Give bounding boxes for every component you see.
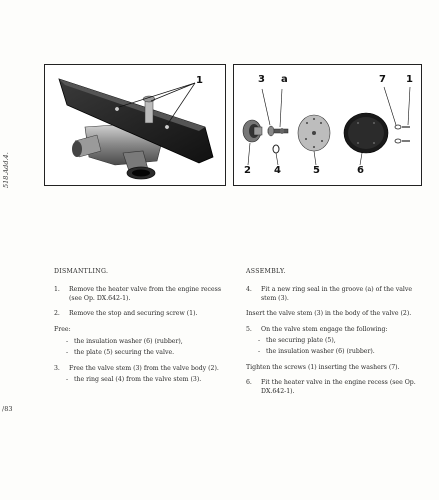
step-2 <box>54 310 229 318</box>
step-number: 3. <box>54 364 60 372</box>
step-text: Remove the stop and securing screw (1). <box>69 310 198 318</box>
assembly-paragraph: Insert the valve stem (3) in the body of the valve (2). <box>246 310 412 318</box>
step-number: 1. <box>54 286 60 294</box>
list-item: - the insulation washer (6) (rubber). <box>258 348 375 356</box>
callout-label: 6 <box>357 165 364 176</box>
free-label: Free: <box>54 325 71 333</box>
step-number: 5. <box>246 325 252 333</box>
list-item: - the plate (5) securing the valve. <box>66 349 175 357</box>
callout-label: 7 <box>379 74 386 85</box>
step-text: Fit a new ring seal in the groove (a) of the valve stem (3). <box>261 286 413 302</box>
callout-label: 1 <box>406 74 413 85</box>
step-number: 2. <box>54 310 60 318</box>
figure-heater-valve-installed <box>44 64 226 186</box>
step-3 <box>54 365 229 373</box>
assembly-section <box>246 268 424 403</box>
callout-label: 1 <box>196 75 203 86</box>
list-item: - the securing plate (5), <box>258 337 336 345</box>
step-text: On the valve stem engage the following: <box>261 325 388 333</box>
callout-label: a <box>281 74 288 85</box>
step-text: Remove the heater valve from the engine recess (see Op. DX.642-1). <box>69 286 222 302</box>
step-text: Free the valve stem (3) from the valve body (2). <box>69 364 219 372</box>
step-number: 4. <box>246 286 252 294</box>
step-6 <box>246 379 424 396</box>
list-item: - the ring seal (4) from the valve stem (3). <box>66 376 202 384</box>
callout-label: 3 <box>258 74 265 85</box>
side-reference: 518.Add.4. <box>2 152 10 188</box>
figure-valve-parts-exploded <box>233 64 422 186</box>
step-number: 6. <box>246 379 252 387</box>
dismantling-heading: DISMANTLING. <box>54 268 109 275</box>
callout-label: 5 <box>313 165 320 176</box>
step-5 <box>246 326 424 334</box>
list-item: - the insulation washer (6) (rubber), <box>66 338 183 346</box>
step-4 <box>246 286 424 303</box>
assembly-heading: ASSEMBLY. <box>246 268 286 275</box>
callout-label: 4 <box>274 165 281 176</box>
step-text: Fit the heater valve in the engine recess (see Op. DX.642-1). <box>261 379 416 395</box>
assembly-paragraph: Tighten the screws (1) inserting the washers (7). <box>246 363 400 371</box>
step-1 <box>54 286 229 303</box>
callout-label: 2 <box>244 165 251 176</box>
page-code: /83 <box>2 405 13 413</box>
dismantling-section <box>54 268 229 392</box>
